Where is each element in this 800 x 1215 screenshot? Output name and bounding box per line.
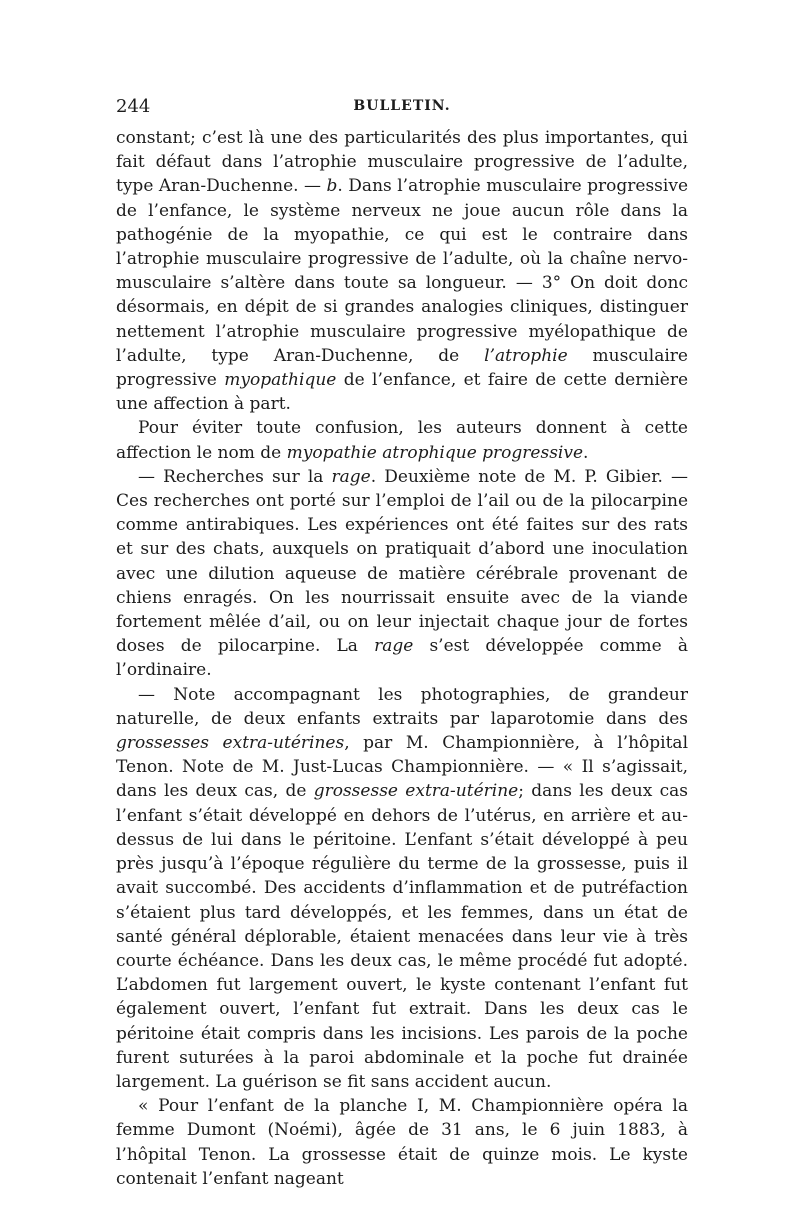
text-run: « Pour l’enfant de la planche I, M. Championnière opéra la femme Dumont (Noémi), âgée de 31 ans, le 6 juin 1883, à l’hôpital Tenon. La grossesse était de quinze mois. Le kyste contenait l’enfant nageant [116, 1096, 688, 1189]
text-run: constant; c’est là une des particularités des plus importantes, qui fait défaut dans l’atrophie musculaire progressive de l’adulte, type Aran-Duchenne. — [116, 128, 688, 197]
paragraph-p4 [116, 683, 688, 1094]
body-text [116, 126, 688, 1191]
text-run: , par M. Championnière, à l’hôpital Tenon. Note de M. Just-Lucas Championnière. — « Il s’agissait, dans les deux cas, de [116, 733, 689, 802]
italic-text: myopathie atrophique progressive [286, 442, 584, 463]
paragraph-p1 [116, 126, 688, 416]
text-run: ; dans les deux cas l’enfant s’était développé en dehors de l’utérus, en arrière et au-dessus de lui dans le péritoine. L’enfant s’était développé à peu près jusqu’à l’époque régulière du terme de la grossesse, puis il avait succombé. Des accidents d’inflammation et de putréfaction s’étaient plus tard développés, et les femmes, dans un état de santé général déplorable, étaient menacées dans leur vie à très courte échéance. Dans les deux cas, le même procédé fut adopté. L’abdomen fut largement ouvert, le kyste contenant l’enfant fut également ouvert, l’enfant fut extrait. Dans les deux cas le péritoine était compris dans les incisions. Les parois de la poche furent suturées à la paroi abdominale et la poche fut drainée largement. La guérison se fit sans accident aucun. [116, 781, 688, 1092]
text-run: . Dans l’atrophie musculaire progressive de l’enfance, le système nerveux ne joue aucun rôle dans la pathogénie de la myopathie, ce qui est le contraire dans l’atrophie musculaire progressive de l’adulte, où la chaîne nervo-musculaire s’altère dans toute sa longueur. — 3° On doit donc désormais, en dépit de si grandes analogies cliniques, distinguer nettement l’atrophie musculaire progressive myélopathique de l’adulte, type Aran-Duchenne, de [116, 176, 689, 366]
paragraph-p5 [116, 1094, 688, 1191]
running-title: BULLETIN. [353, 98, 451, 114]
page-header [116, 96, 688, 122]
text-run: musculaire progressive [116, 345, 688, 391]
italic-text: myopathique [224, 370, 337, 391]
italic-text: b [326, 176, 338, 197]
text-run: Pour éviter toute confusion, les auteurs donnent à cette affection le nom de [116, 418, 688, 463]
italic-text: rage [331, 466, 371, 487]
italic-text: l’atrophie [484, 345, 568, 366]
text-run: s’est développée comme à l’ordinaire. [116, 636, 688, 681]
page-number: 244 [116, 96, 151, 117]
text-run: . Deuxième note de M. P. Gibier. — Ces recherches ont porté sur l’emploi de l’ail ou de la pilocarpine comme antirabiques. Les expériences ont été faites sur des rats et sur des chats, auxquels on pratiquait d’abord une inoculation avec une dilution aqueuse de matière cérébrale provenant de chiens enragés. On les nourrissait ensuite avec de la viande fortement mêlée d’ail, ou on leur injectait chaque jour de fortes doses de pilocarpine. La [116, 466, 689, 657]
italic-text: rage [374, 636, 414, 657]
book-page [116, 96, 688, 1191]
text-run: . [583, 442, 589, 463]
text-run: — Recherches sur la [138, 466, 332, 487]
text-run: — Note accompagnant les photographies, de grandeur naturelle, de deux enfants extraits par laparotomie dans des [116, 684, 688, 729]
text-run: de l’enfance, et faire de cette dernière une affection à part. [116, 370, 688, 415]
paragraph-p2 [116, 416, 688, 464]
italic-text: grossesses extra-utérines [116, 733, 345, 754]
paragraph-p3 [116, 465, 688, 683]
italic-text: grossesse extra-utérine [313, 781, 519, 802]
